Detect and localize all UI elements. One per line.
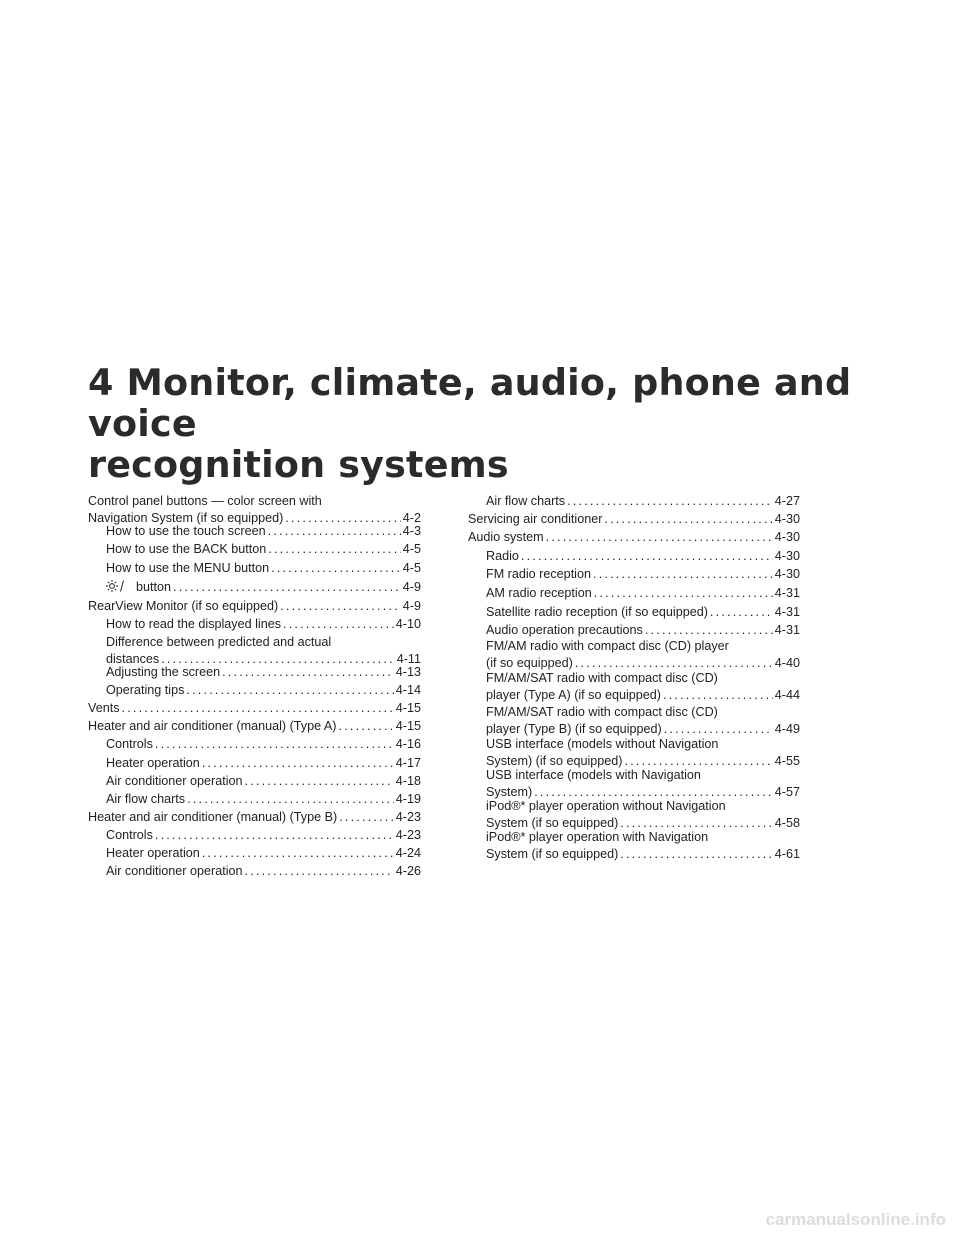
toc-entry[interactable] (106, 682, 421, 699)
toc-entry-label: System) (486, 784, 533, 799)
toc-page-number: 4-15 (395, 701, 421, 715)
toc-page-number: 4-3 (402, 524, 421, 538)
toc-entry[interactable] (106, 791, 421, 808)
toc-entry-label: FM radio reception (486, 567, 591, 581)
dot-leader (575, 655, 773, 672)
dot-leader (521, 548, 773, 565)
toc-page-number: 4-40 (774, 655, 800, 670)
watermark: carmanualsonline.info (765, 1210, 946, 1229)
toc-page-number: 4-30 (774, 530, 800, 544)
toc-entry-title-line: FM/AM/SAT radio with compact disc (CD) (486, 705, 718, 719)
toc-page-number: 4-61 (774, 846, 800, 861)
toc-page-number: 4-19 (395, 792, 421, 806)
toc-entry-label: How to use the touch screen (106, 524, 266, 538)
toc-page-number: 4-57 (774, 784, 800, 799)
toc-entry[interactable] (106, 845, 421, 862)
toc-entry-title-line: Difference between predicted and actual (106, 635, 332, 649)
toc-entry-label: System (if so equipped) (486, 846, 619, 861)
dot-leader (173, 579, 401, 596)
toc-page-number: 4-10 (395, 617, 421, 631)
dot-leader (663, 687, 773, 704)
dot-leader (604, 511, 772, 528)
toc-entry[interactable] (486, 566, 800, 583)
toc-entry[interactable] (486, 622, 800, 639)
toc-page-number: 4-11 (396, 651, 421, 666)
dot-leader (710, 604, 773, 621)
dot-leader (271, 560, 401, 577)
toc-entry-label: (if so equipped) (486, 655, 573, 670)
toc-entry[interactable] (106, 664, 421, 681)
chapter-title (88, 362, 888, 485)
toc-page-number: 4-23 (395, 828, 421, 842)
toc-entry-label: Radio (486, 549, 519, 563)
toc-entry[interactable] (468, 511, 800, 528)
dot-leader (245, 863, 394, 880)
toc-entry-label: Air conditioner operation (106, 774, 243, 788)
dot-leader (268, 541, 400, 558)
toc-entry[interactable] (486, 829, 800, 862)
dot-leader (187, 791, 394, 808)
dot-leader (593, 566, 773, 583)
toc-entry-title-line: FM/AM radio with compact disc (CD) player (486, 639, 729, 653)
toc-entry-label: How to use the MENU button (106, 561, 270, 575)
dot-leader (664, 721, 773, 738)
dot-leader (202, 845, 394, 862)
dot-leader (620, 846, 772, 863)
toc-entry[interactable] (106, 634, 421, 667)
toc-entry[interactable] (486, 704, 800, 737)
toc-entry[interactable] (486, 638, 800, 671)
toc-entry[interactable] (88, 493, 421, 526)
toc-entry-label: distances (106, 651, 160, 666)
toc-entry[interactable] (468, 529, 800, 546)
toc-entry-title-line: FM/AM/SAT radio with compact disc (CD) (486, 671, 718, 685)
toc-page-number: 4-13 (395, 665, 421, 679)
toc-entry-title-line: USB interface (models without Navigation (486, 737, 719, 751)
toc-page-number: 4-30 (774, 567, 800, 581)
toc-page-number: 4-18 (395, 774, 421, 788)
toc-page-number: 4-2 (402, 510, 421, 525)
toc-entry[interactable] (88, 809, 421, 826)
toc-entry-label: Heater operation (106, 846, 200, 860)
toc-entry[interactable] (486, 548, 800, 565)
toc-entry-label-text: button (136, 580, 172, 594)
dot-leader (155, 736, 394, 753)
toc-entry-label: Adjusting the screen (106, 665, 221, 679)
toc-entry[interactable] (106, 560, 421, 577)
dot-leader (546, 529, 773, 546)
toc-page-number: 4-30 (774, 549, 800, 563)
toc-page-number: 4-24 (395, 846, 421, 860)
toc-entry[interactable] (106, 827, 421, 844)
toc-entry-label: Vents (88, 701, 120, 715)
toc-entry[interactable] (88, 598, 421, 615)
toc-page-number: 4-31 (774, 586, 800, 600)
dot-leader (222, 664, 394, 681)
chapter-title-line1: 4 Monitor, climate, audio, phone and voice (88, 361, 852, 445)
toc-entry[interactable] (88, 718, 421, 735)
dot-leader (645, 622, 773, 639)
dot-leader (339, 718, 394, 735)
dot-leader (268, 523, 401, 540)
toc-page-number: 4-31 (774, 623, 800, 637)
toc-page-number: 4-27 (774, 494, 800, 508)
toc-entry-label: Servicing air conditioner (468, 512, 603, 526)
toc-page-number: 4-5 (402, 561, 421, 575)
dot-leader (280, 598, 401, 615)
chapter-title-line2: recognition systems (88, 443, 509, 486)
dot-leader (594, 585, 773, 602)
toc-entry-label: player (Type B) (if so equipped) (486, 721, 662, 736)
dot-leader (339, 809, 394, 826)
toc-entry-label: Controls (106, 828, 153, 842)
dot-leader (186, 682, 393, 699)
toc-page-number: 4-14 (395, 683, 421, 697)
dot-leader (245, 773, 394, 790)
toc-entry[interactable] (106, 616, 421, 633)
dot-leader (283, 616, 394, 633)
toc-entry[interactable] (106, 755, 421, 772)
toc-entry-label: Satellite radio reception (if so equipped) (486, 605, 708, 619)
toc-entry-label: Heater and air conditioner (manual) (Type A) (88, 719, 337, 733)
toc-entry[interactable] (106, 579, 421, 596)
toc-page-number: 4-23 (395, 810, 421, 824)
toc-entry[interactable] (486, 585, 800, 602)
toc-entry-label: Audio operation precautions (486, 623, 643, 637)
toc-page-number: 4-49 (774, 721, 800, 736)
toc-entry-label: Air conditioner operation (106, 864, 243, 878)
toc-page-number: 4-9 (402, 599, 421, 613)
toc-entry[interactable] (106, 736, 421, 753)
toc-page-number: 4-17 (395, 756, 421, 770)
toc-entry[interactable] (486, 670, 800, 703)
toc-entry-label: Navigation System (if so equipped) (88, 510, 284, 525)
toc-entry-label: player (Type A) (if so equipped) (486, 687, 662, 702)
toc-entry-label: Heater operation (106, 756, 200, 770)
toc-entry[interactable] (486, 736, 800, 769)
toc-page-number: 4-31 (774, 605, 800, 619)
toc-entry-title-line: USB interface (models with Navigation (486, 768, 701, 782)
toc-entry-label: System (if so equipped) (486, 815, 619, 830)
toc-page-number: 4-26 (395, 864, 421, 878)
dot-leader (122, 700, 394, 717)
toc-page-number: 4-58 (774, 815, 800, 830)
toc-entry[interactable] (88, 700, 421, 717)
toc-page-number: 4-30 (774, 512, 800, 526)
toc-entry-label: RearView Monitor (if so equipped) (88, 599, 279, 613)
sun-moon-icon (106, 579, 132, 593)
toc-entry[interactable] (486, 493, 800, 510)
dot-leader (155, 827, 394, 844)
toc-entry-label: System) (if so equipped) (486, 753, 623, 768)
toc-entry[interactable] (486, 798, 800, 831)
toc-page-number: 4-5 (402, 542, 421, 556)
toc-page-number: 4-44 (774, 687, 800, 702)
toc-page-number: 4-16 (395, 737, 421, 751)
toc-entry-title-line: Control panel buttons — color screen with (88, 494, 322, 508)
toc-entry[interactable] (106, 773, 421, 790)
toc-page-number: 4-15 (395, 719, 421, 733)
toc-entry-label: Heater and air conditioner (manual) (Type B) (88, 810, 338, 824)
toc-entry-label: AM radio reception (486, 586, 592, 600)
toc-page-number: 4-55 (774, 753, 800, 768)
toc-entry[interactable] (106, 541, 421, 558)
toc-page-number: 4-9 (402, 580, 421, 594)
toc-entry[interactable] (486, 767, 800, 800)
toc-entry[interactable] (106, 863, 421, 880)
toc-entry-title-line: iPod®* player operation without Navigation (486, 799, 726, 813)
toc-entry-label: Controls (106, 737, 153, 751)
toc-entry-label: Operating tips (106, 683, 185, 697)
toc-entry-label: How to use the BACK button (106, 542, 267, 556)
toc-entry-label (106, 579, 171, 596)
toc-entry-label: Air flow charts (486, 494, 566, 508)
toc-entry-label: Audio system (468, 530, 544, 544)
toc-entry[interactable] (106, 523, 421, 540)
toc-entry-label: How to read the displayed lines (106, 617, 282, 631)
dot-leader (202, 755, 394, 772)
toc-entry-title-line: iPod®* player operation with Navigation (486, 830, 709, 844)
toc-entry-label: Air flow charts (106, 792, 186, 806)
dot-leader (567, 493, 773, 510)
toc-entry[interactable] (486, 604, 800, 621)
